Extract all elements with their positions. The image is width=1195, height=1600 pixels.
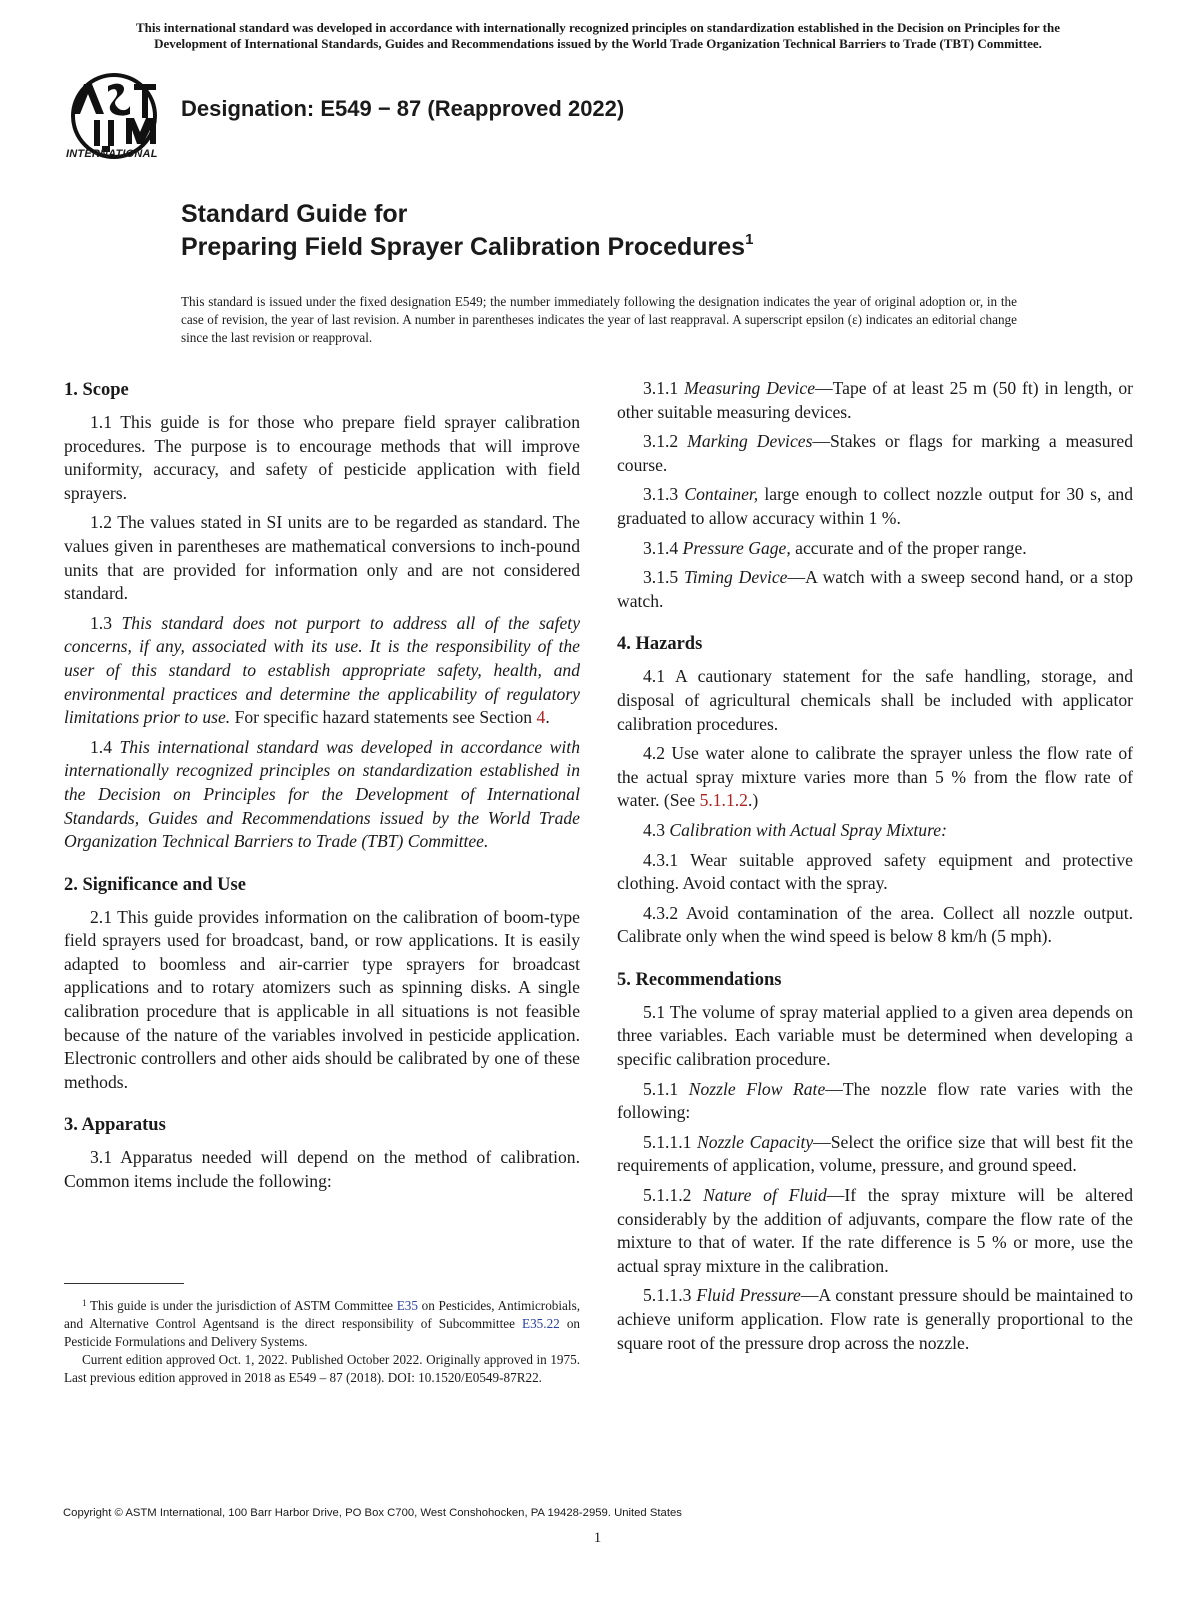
paragraph — [617, 430, 1133, 477]
paragraph: 3.1 Apparatus needed will depend on the method of calibration. Common items include the following: — [64, 1147, 580, 1192]
issuance-note: This standard is issued under the fixed designation E549; the number immediately following the designation indicates the year of original adoption or, in the case of revision, the year of last revision. A number in parentheses indicates the year of last reappraval. A superscript epsilon (ε) indicates an editorial change since the last revision or reapproval. — [181, 294, 1017, 345]
notice-line: Development of International Standards, Guides and Recommendations issued by the World Trade Organization Technical Barriers to Trade (TBT) Committee. — [154, 36, 1042, 51]
paragraph: 2.1 This guide provides information on the calibration of boom-type field sprayers used for broadcast, band, or row applications. It is easily adapted to boomless and air-carrier type sprayers for broadcast applications and to rotary atomizers such as spinning disks. A single calibration procedure that is applicable in all situations is not feasible because of the nature of the variables involved in pesticide application. Electronic controllers and other aids should be calibrated by one of these methods. — [64, 906, 580, 1092]
para-number: 5.1.1.3 — [643, 1285, 697, 1306]
page-number: 1 — [593, 1530, 602, 1546]
logo-caption: INTERNATIONAL — [66, 148, 158, 160]
term: Measuring Device — [684, 378, 816, 398]
paragraph — [64, 736, 580, 854]
para-text: —Tape of at least 25 m (50 ft) in length, or other suitable measuring devices. — [617, 378, 1133, 422]
section-heading: 5. Recommendations — [617, 969, 782, 990]
title-line: Standard Guide for — [181, 200, 408, 228]
term: Container, — [684, 484, 759, 505]
paragraph — [617, 377, 1133, 424]
paragraph — [617, 483, 1133, 530]
para-number: 3.1.1 — [643, 378, 685, 398]
committee-link[interactable]: E35 — [396, 1298, 418, 1313]
para-number: 3.1.2 — [643, 431, 688, 452]
paragraph: 5.1 The volume of spray material applied to a given area depends on three variables. Each variable must be determined when developing a specific calibration procedure. — [617, 1001, 1133, 1070]
footnote-divider — [64, 1283, 184, 1284]
footnote-mark: 1 — [82, 1298, 87, 1308]
para-text: —A constant pressure should be maintained to achieve uniform application. Flow rate is generally proportional to the square root of the pressure drop across the nozzle. — [617, 1285, 1134, 1353]
section-heading: 2. Significance and Use — [64, 874, 246, 895]
para-number: 4.3 — [643, 819, 670, 840]
left-column — [64, 377, 580, 1200]
paragraph: 4.3.2 Avoid contamination of the area. Collect all nozzle output. Calibrate only when the wind speed is below 8 km/h (5 mph). — [617, 902, 1133, 947]
term: Nozzle Flow Rate — [688, 1078, 826, 1099]
footnote-text: This guide is under the jurisdiction of ASTM Committee — [86, 1298, 397, 1313]
para-text: For specific hazard statements see Section — [230, 707, 537, 728]
para-text: —Select the orifice size that will best fit the requirements of application, volume, pressure, and ground speed. — [617, 1131, 1134, 1176]
para-number: 5.1.1.2 — [643, 1185, 704, 1206]
footnote-text: on Pesticide Formulations and Delivery Systems. — [64, 1316, 581, 1349]
paragraph — [617, 1078, 1133, 1125]
para-number: 5.1.1.1 — [643, 1131, 698, 1152]
paragraph: 1.2 The values stated in SI units are to be regarded as standard. The values given in parentheses are mathematical conversions to inch-pound units that are provided for information only and are not considered standard. — [64, 512, 580, 604]
para-number: 3.1.5 — [643, 567, 684, 588]
paragraph — [617, 1284, 1133, 1355]
paragraph: 1.3 This standard does not purport to address all of the safety concerns, if any, associated with its use. It is the responsibility of the user of this standard to establish appropriate safety, health, and environmental practices and determine the applicability of regulatory limitations prior to use. For specific hazard statements see Section 4. — [64, 612, 580, 728]
paragraph — [617, 1131, 1133, 1178]
italic-text: This international standard was developed in accordance with internationally recognized principles on standardization established in the Decision on Principles for the Development of International Standards, Guides and Recommendations issued by the World Trade Organization Technical Barriers to Trade (TBT) Committee. — [64, 736, 580, 852]
paragraph — [617, 819, 1133, 843]
para-text: large enough to collect nozzle output for 30 s, and graduated to allow accuracy within 1 %. — [617, 484, 1133, 528]
paragraph: 1.1 This guide is for those who prepare field sprayer calibration procedures. The purpose is to encourage methods that will improve uniformity, accuracy, and safety of pesticide application with field sprayers. — [64, 412, 580, 503]
footnote-mark: 1 — [745, 231, 754, 248]
section-heading: 1. Scope — [64, 380, 129, 400]
title-line — [181, 231, 753, 264]
notice-line: This international standard was developed in accordance with internationally recognized principles on standardization established in the Decision on Principles for the — [135, 20, 1060, 35]
term: Nozzle Capacity — [697, 1131, 814, 1152]
para-number: 5.1.1 — [643, 1078, 689, 1099]
para-text: —Stakes or flags for marking a measured course. — [617, 431, 1134, 475]
para-text: accurate and of the proper range. — [790, 537, 1027, 558]
section-heading: 4. Hazards — [617, 634, 703, 655]
para-number: 3.1.4 — [643, 537, 683, 558]
footnote-paragraph — [64, 1297, 580, 1351]
footnote-text: on Pesticides, Antimicrobials, and Alternative Control Agentsand is the direct responsibility of Subcommittee — [64, 1298, 580, 1331]
paragraph: 4.3.1 Wear suitable approved safety equipment and protective clothing. Avoid contact with the spray. — [617, 849, 1133, 894]
italic-text: This standard does not purport to address all of the safety concerns, if any, associated with its use. It is the responsibility of the user of this standard to establish appropriate safety, health, and environmental practices and determine the applicability of regulatory limitations prior to use. — [64, 612, 580, 728]
para-text: —If the spray mixture will be altered considerably by the addition of adjuvants, compare the flow rate of the mixture to that of water. If the rate difference is 5 % or more, use the actual spray mixture in the calibration. — [617, 1185, 1133, 1276]
paragraph — [617, 537, 1133, 561]
paragraph — [617, 1184, 1133, 1278]
para-text: —A watch with a sweep second hand, or a stop watch. — [617, 567, 1134, 611]
term: Fluid Pressure — [696, 1285, 801, 1306]
copyright-line: Copyright © ASTM International, 100 Barr Harbor Drive, PO Box C700, West Conshohocken, PA 19428-2959. United States — [63, 1507, 682, 1519]
para-text: .) — [747, 790, 759, 811]
para-number: 1.4 — [90, 736, 120, 757]
right-column — [617, 377, 1133, 1361]
title-text: Preparing Field Sprayer Calibration Procedures — [181, 233, 746, 261]
wto-notice — [58, 20, 1138, 52]
para-text: 4.2 Use water alone to calibrate the sprayer unless the flow rate of the actual spray mixture varies more than 5 % from the flow rate of water. (See — [617, 743, 1133, 811]
subcommittee-link[interactable]: E35.22 — [522, 1316, 560, 1331]
term: Calibration with Actual Spray Mixture: — [669, 819, 947, 840]
document-title — [181, 198, 753, 264]
para-text: —The nozzle flow rate varies with the following: — [617, 1078, 1133, 1123]
footnote-paragraph: Current edition approved Oct. 1, 2022. Published October 2022. Originally approved in 1975. Last previous edition approved in 2018 as E549 – 87 (2018). DOI: 10.1520/E0549-87R22. — [64, 1352, 580, 1385]
term: Timing Device — [683, 567, 788, 588]
paragraph — [617, 566, 1133, 613]
section-link[interactable]: 5.1.1.2 — [699, 790, 748, 811]
section-heading: 3. Apparatus — [64, 1115, 166, 1136]
designation: Designation: E549 − 87 (Reapproved 2022) — [181, 96, 625, 121]
footnote — [64, 1297, 580, 1387]
paragraph: 4.1 A cautionary statement for the safe handling, storage, and disposal of agricultural chemicals shall be included with applicator calibration procedures. — [617, 666, 1133, 734]
section-link[interactable]: 4 — [536, 707, 546, 728]
para-number: 3.1.3 — [643, 484, 685, 505]
para-number: 1.3 — [90, 612, 122, 633]
term: Pressure Gage, — [682, 537, 791, 558]
term: Marking Devices — [687, 431, 813, 452]
paragraph — [617, 742, 1133, 813]
term: Nature of Fluid — [703, 1185, 827, 1206]
